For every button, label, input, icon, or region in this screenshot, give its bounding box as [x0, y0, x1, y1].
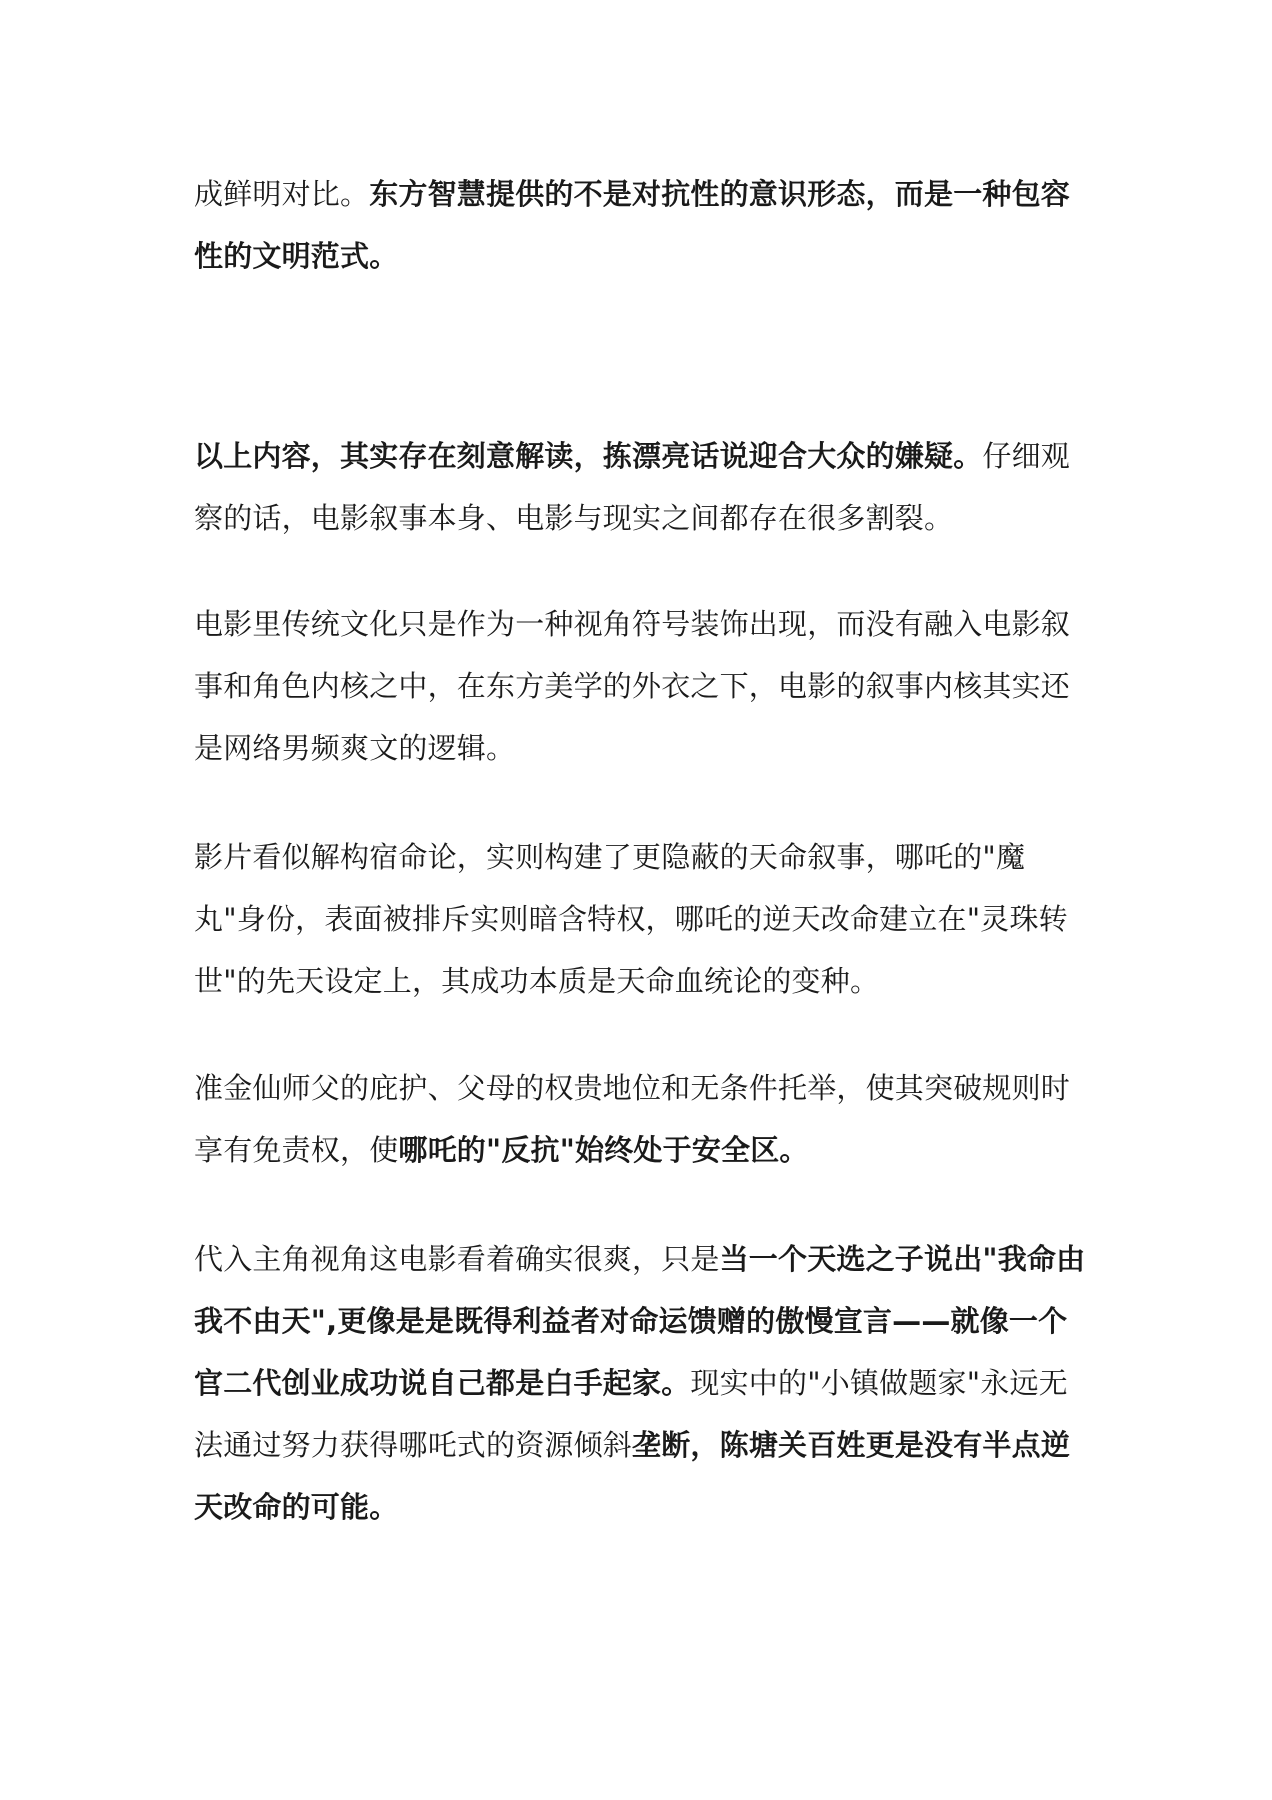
- paragraph-text: 影片看似解构宿命论，实则构建了更隐蔽的天命叙事，哪吒的"魔丸"身份，表面被排斥实则暗含特权，哪吒的逆天改命建立在"灵珠转世"的先天设定上，其成功本质是天命血统论的变种。: [194, 840, 1068, 998]
- paragraph-4: [194, 826, 1089, 1012]
- paragraph-text: 电影里传统文化只是作为一种视角符号装饰出现，而没有融入电影叙事和角色内核之中，在东方美学的外衣之下，电影的叙事内核其实还是网络男频爽文的逻辑。: [194, 607, 1071, 765]
- paragraph-bold-text: 以上内容，其实存在刻意解读，拣漂亮话说迎合大众的嫌疑。: [194, 439, 983, 473]
- paragraph-2: [194, 425, 1089, 549]
- paragraph-1: [194, 163, 1089, 287]
- paragraph-bold-text: 当一个天选之子说出"我命由我不由天",更像是是既得利益者对命运馈赠的傲慢宣言——就像一个官二代创业成功说自己都是白手起家。: [194, 1242, 1086, 1400]
- paragraph-5: [194, 1057, 1089, 1181]
- paragraph-bold-text: 垄断，陈塘关百姓更是没有半点逆天改命的可能。: [194, 1428, 1071, 1524]
- paragraph-text: 现实中的"小镇做题家"永远无法通过努力获得哪吒式的资源倾斜: [194, 1366, 1068, 1462]
- paragraph-3: [194, 593, 1089, 779]
- paragraph-bold-text: 哪吒的"反抗"始终处于安全区。: [398, 1133, 809, 1167]
- paragraph-text: 准金仙师父的庇护、父母的权贵地位和无条件托举，使其突破规则时享有免责权，使: [194, 1071, 1071, 1167]
- paragraph-text: 仔细观察的话，电影叙事本身、电影与现实之间都存在很多割裂。: [194, 439, 1071, 535]
- paragraph-6: [194, 1228, 1089, 1538]
- paragraph-text: 代入主角视角这电影看着确实很爽，只是: [194, 1242, 720, 1276]
- paragraph-bold-text: 东方智慧提供的不是对抗性的意识形态，而是一种包容性的文明范式。: [194, 177, 1071, 273]
- paragraph-text: 成鲜明对比。: [194, 177, 370, 211]
